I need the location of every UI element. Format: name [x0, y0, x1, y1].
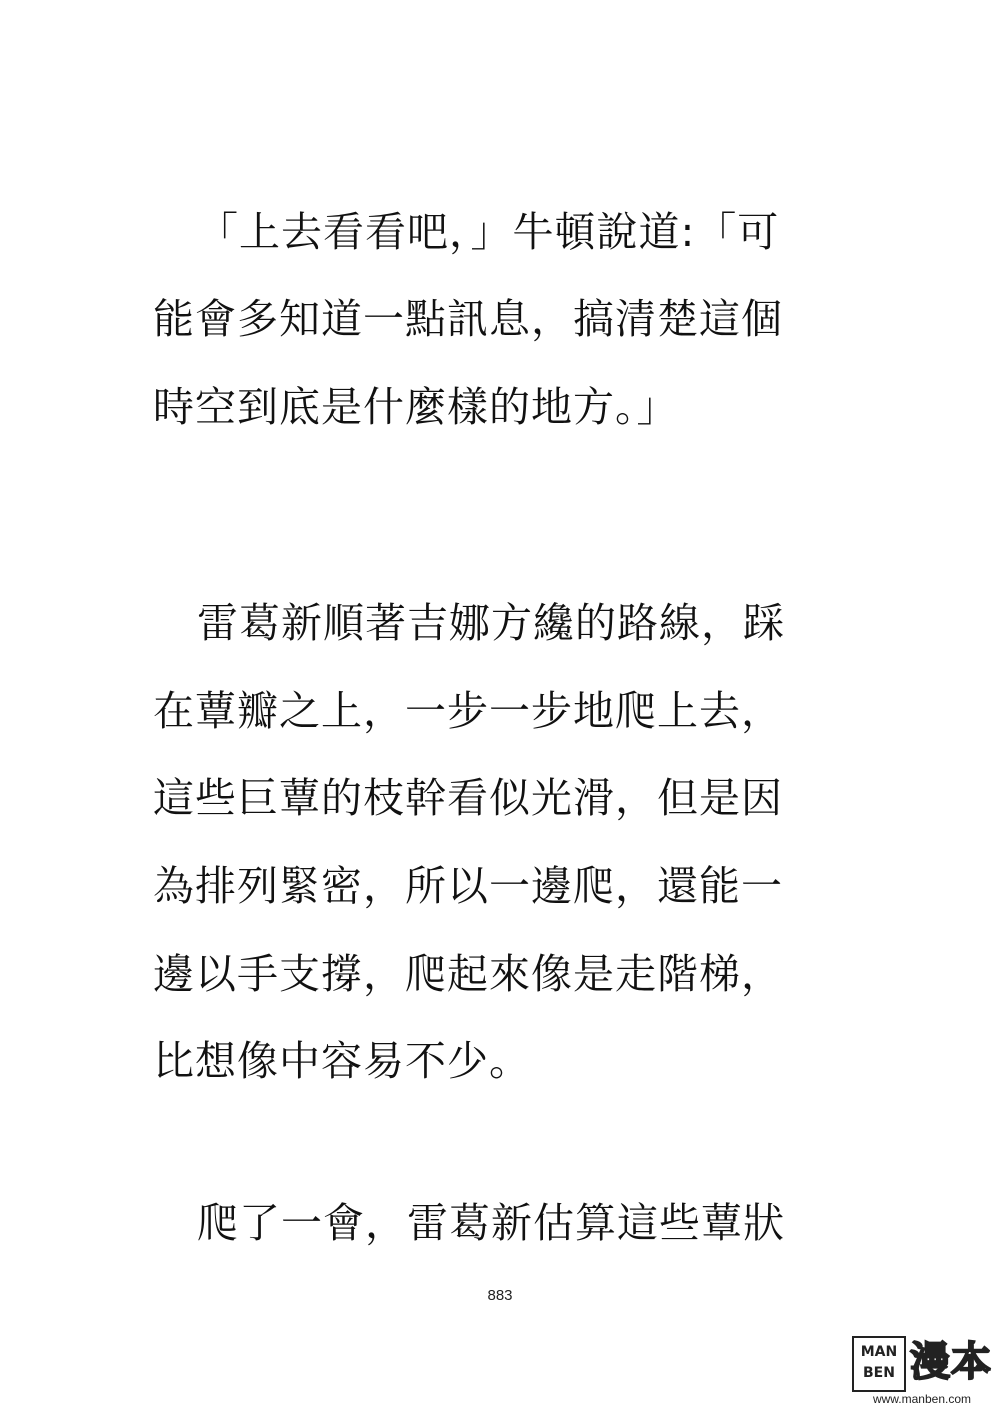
logo-box-bottom: BEN: [863, 1365, 895, 1381]
logo-box-top: MAN: [860, 1344, 898, 1360]
text-line: 爬了一會，雷葛新估算這些蕈狀: [197, 1199, 785, 1247]
text-line: 為排列緊密，所以一邊爬，還能一: [153, 862, 783, 910]
text-line: 在蕈瓣之上，一步一步地爬上去，: [153, 687, 783, 735]
manben-logo-icon: [852, 1336, 906, 1392]
text-line: 比想像中容易不少。: [153, 1037, 531, 1085]
text-line: 邊以手支撐，爬起來像是走階梯，: [153, 950, 783, 998]
text-line: 雷葛新順著吉娜方纔的路線，踩: [197, 599, 785, 647]
manben-watermark: [852, 1336, 992, 1406]
text-line: 這些巨蕈的枝幹看似光滑，但是因: [153, 774, 783, 822]
text-line: 能會多知道一點訊息，搞清楚這個: [153, 295, 783, 343]
text-line: 時空到底是什麼樣的地方。」: [153, 383, 679, 431]
watermark-title: 漫本: [910, 1339, 992, 1385]
text-line: 「上去看看吧，」牛頓說道:「可: [197, 208, 780, 256]
page-number: 883: [487, 1287, 513, 1304]
watermark-url: www.manben.com: [872, 1392, 972, 1406]
